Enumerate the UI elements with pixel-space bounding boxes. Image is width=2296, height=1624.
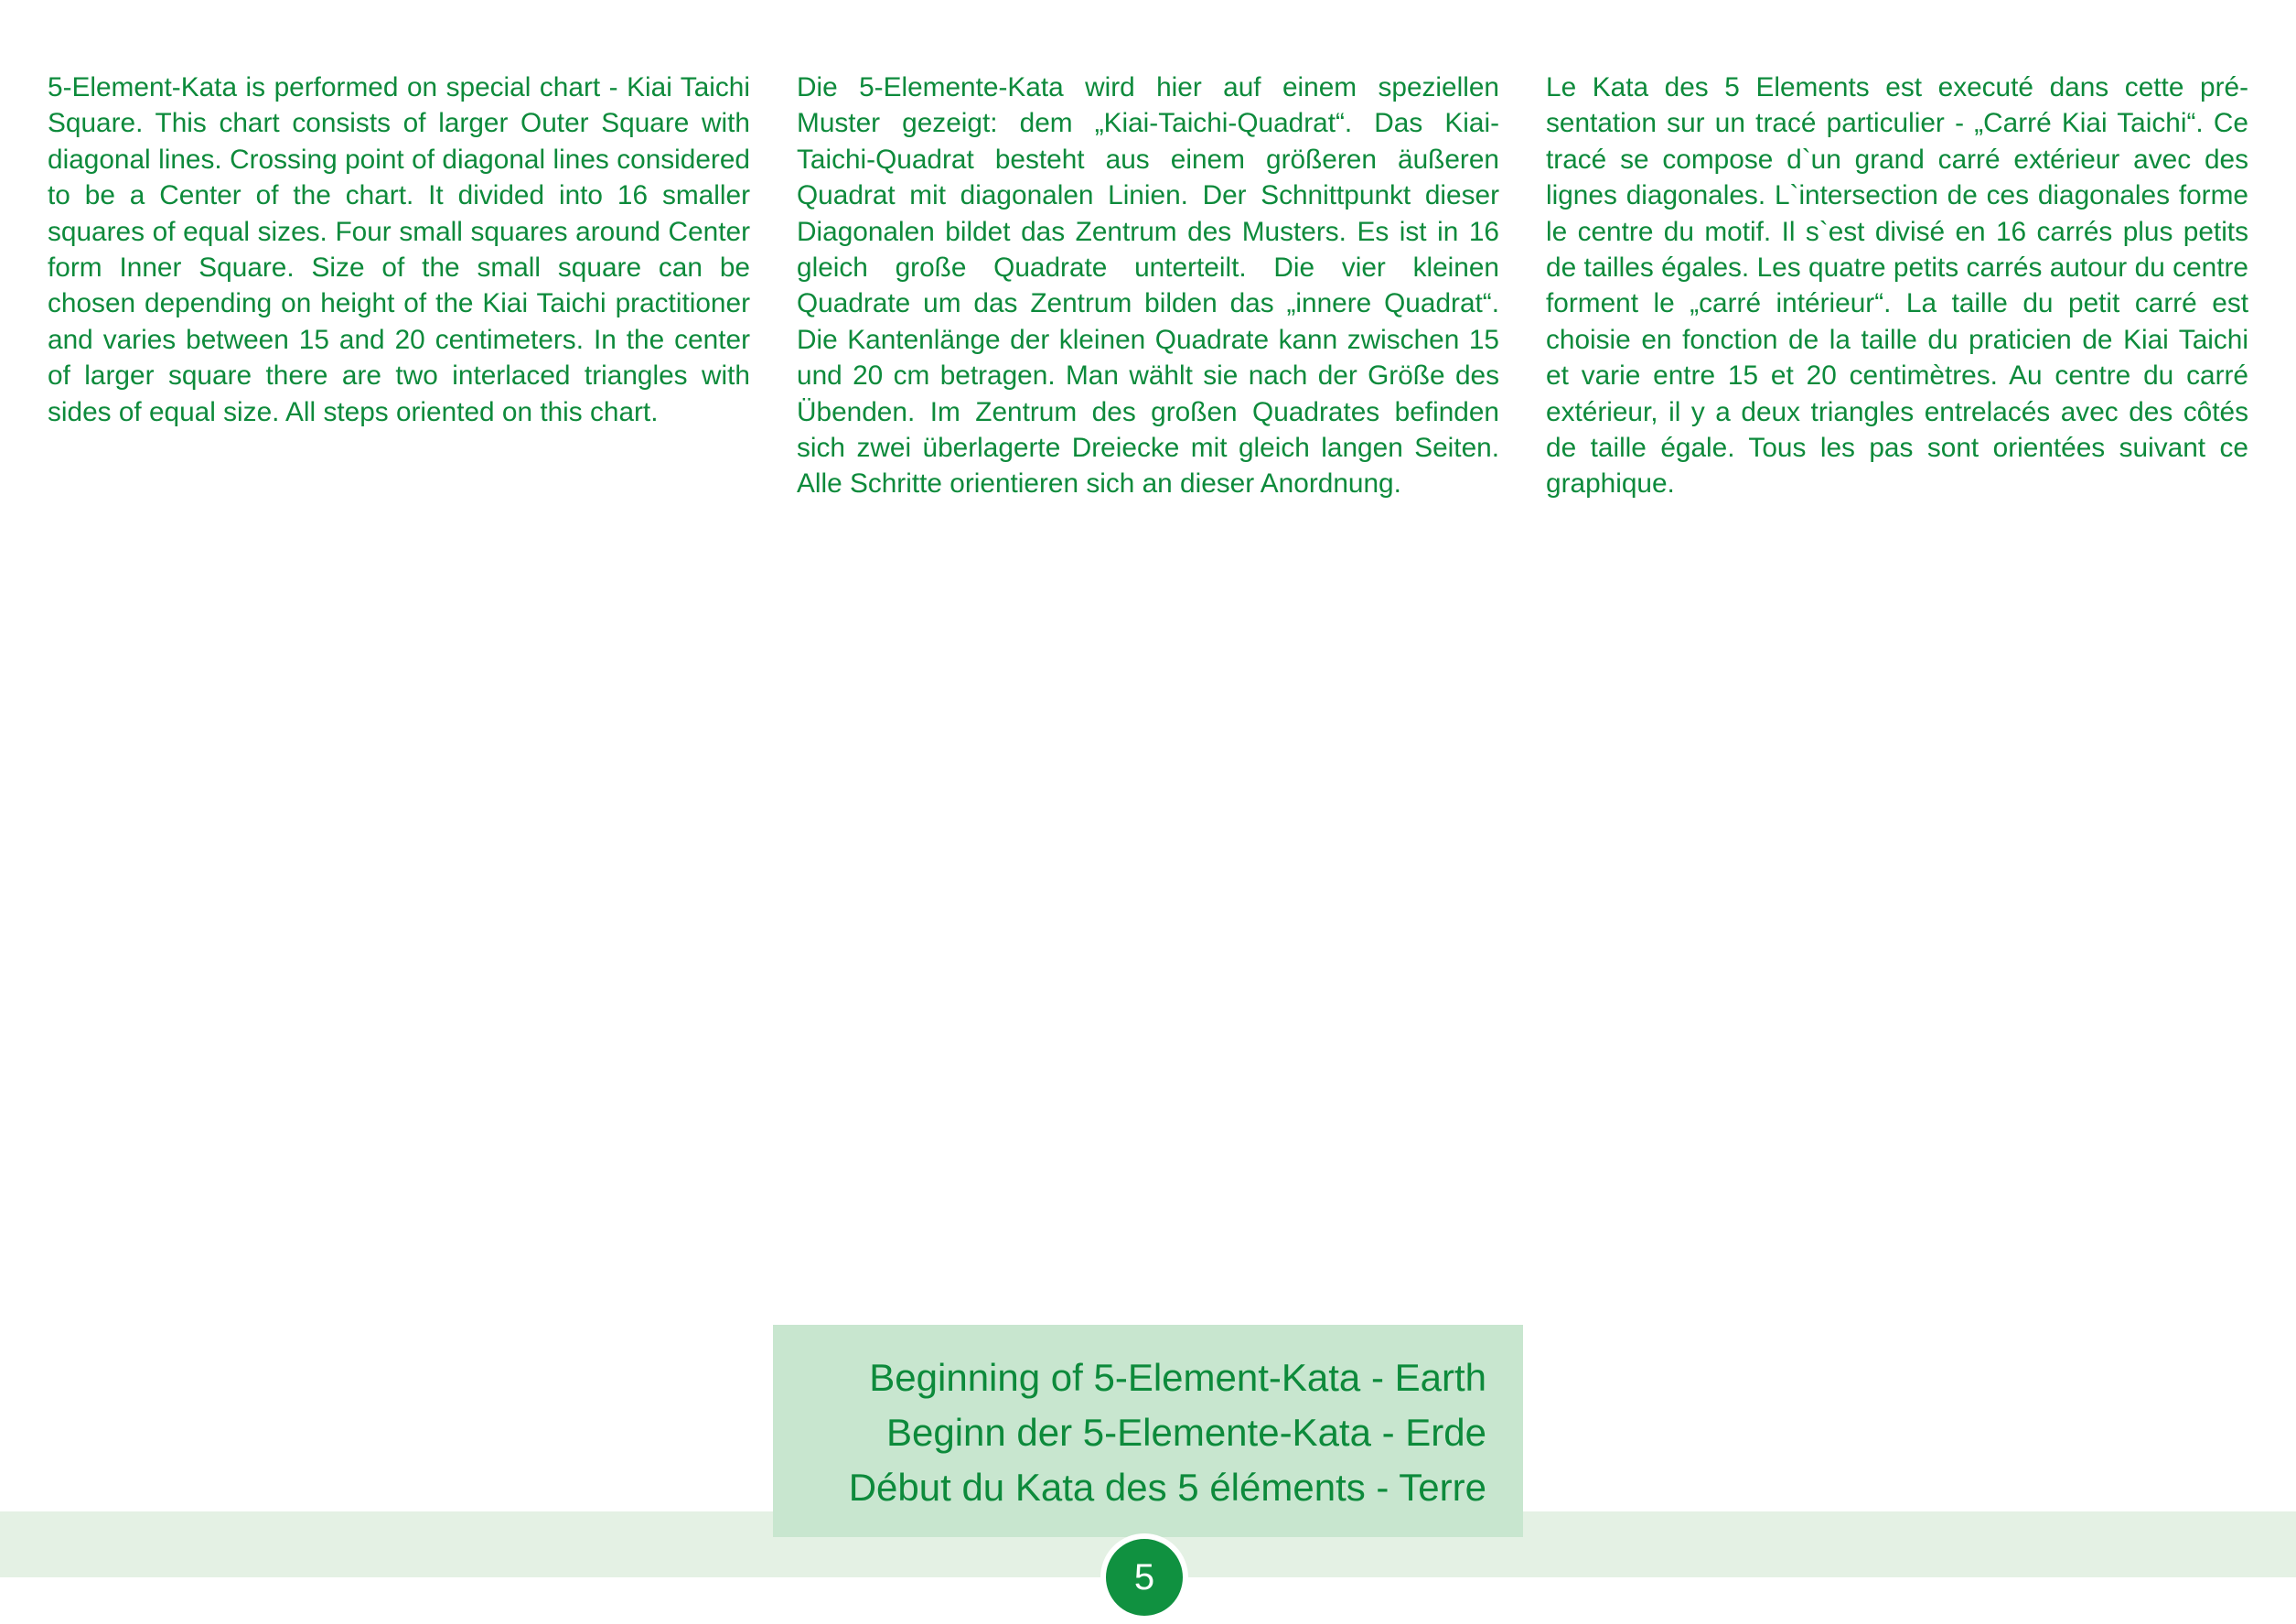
section-title-french: Début du Kata des 5 éléments - Terre xyxy=(848,1466,1486,1509)
text-columns xyxy=(0,70,2296,582)
page-number: 5 xyxy=(1100,1533,1188,1621)
section-title-english: Beginning of 5-Element-Kata - Earth xyxy=(869,1356,1486,1399)
body-text-french: Le Kata des 5 Elements est executé dans cette présentation sur un tracé particulier - „Carré Kiai Taichi“. Ce tracé se compose d`un grand carré extérieur avec des lignes diagonales. L`intersection de ces diagonales forme le centre du motif. Il s`est divisé en 16 carrés plus petits de tailles égales. Les quatre petits carrés autour du centre forment le „carré intérieur“. La taille du petit carré est choisie en fonction de la taille du praticien de Kiai Taichi et varie entre 15 et 20 centimètres. Au centre du carré extérieur, il y a deux triangles entrelacés avec des côtés de taille égale. Tous les pas sont orientées suivant ce graphique. xyxy=(1546,72,2248,500)
section-title-box xyxy=(773,1325,1523,1537)
body-text-english: 5-Element-Kata is performed on special chart - Kiai Taichi Square. This chart consists of larger Outer Square with diagonal lines. Crossing point of diagonal lines considered to be a Center of the chart. It divided into 16 smaller squares of equal sizes. Four small squares around Center form Inner Square. Size of the small square can be chosen depending on height of the Kiai Taichi practitioner and varies between 15 and 20 centimeters. In the center of larger square there are two interlaced triangles with sides of equal size. All steps oriented on this chart. xyxy=(48,72,750,427)
section-title-german: Beginn der 5-Elemente-Kata - Erde xyxy=(885,1411,1486,1454)
body-text-german: Die 5-Elemente-Kata wird hier auf einem speziellen Muster gezeigt: dem „Kiai-Taichi-Quadrat“. Das Kiai-Taichi-Quadrat besteht aus einem größeren äußeren Quadrat mit diagonalen Linien. Der Schnittpunkt dieser Diagonalen bildet das Zentrum des Musters. Es ist in 16 gleich große Quadrate unterteilt. Die vier kleinen Quadrate um das Zentrum bilden das „innere Quadrat“. Die Kantenlänge der kleinen Quadrate kann zwischen 15 und 20 cm betragen. Man wählt sie nach der Größe des Übenden. Im Zentrum des großen Quadrates befinden sich zwei überlagerte Dreiecke mit gleich langen Seiten. Alle Schritte orientieren sich an dieser Anordnung. xyxy=(797,72,1499,500)
